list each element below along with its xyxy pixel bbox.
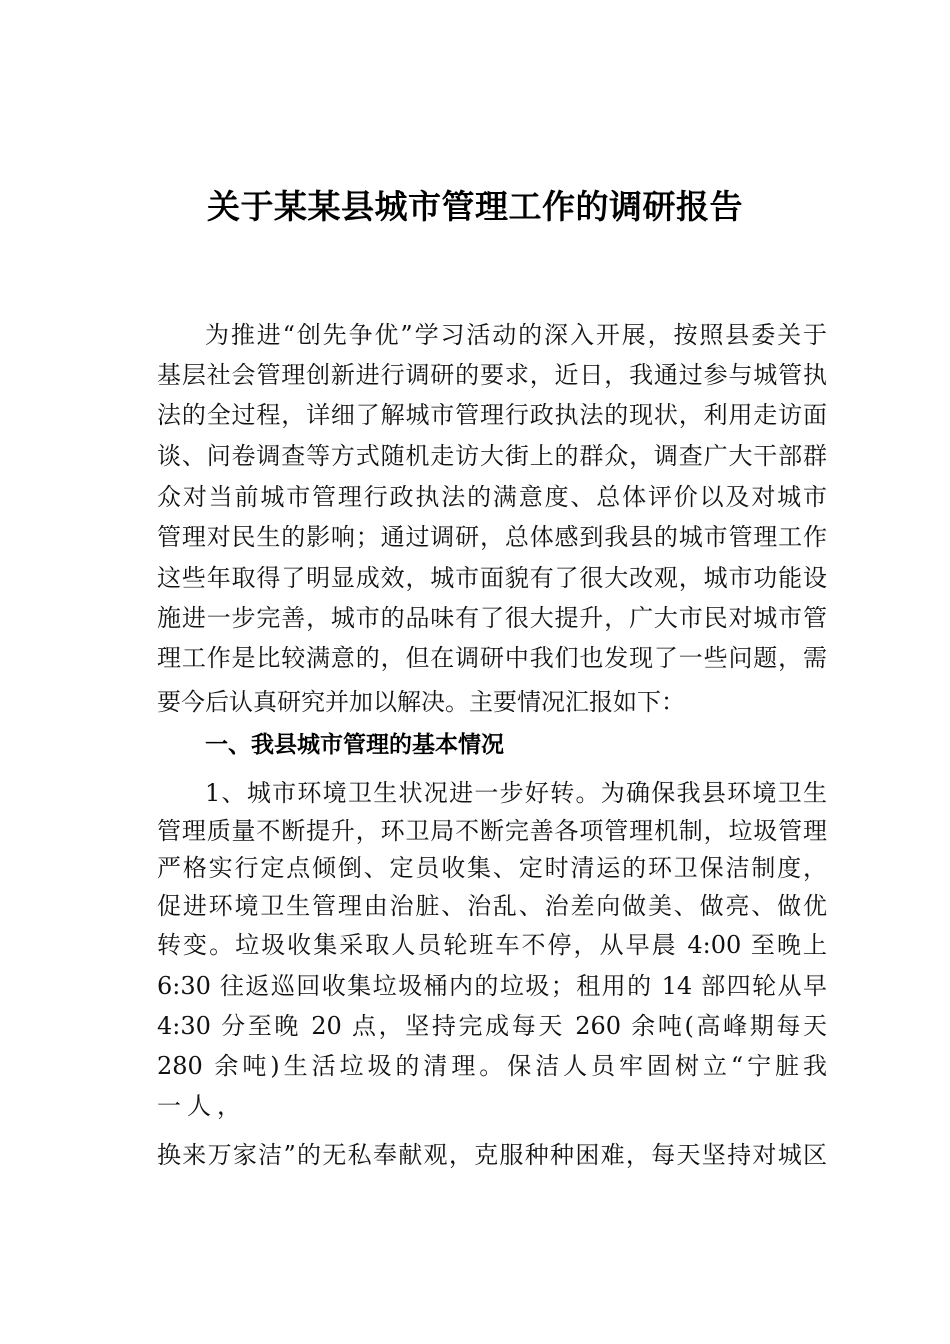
section-line: 转变。垃圾收集采取人员轮班车不停，从早晨 4:00 至晚上 [157, 931, 827, 959]
intro-line: 众对当前城市管理行政执法的满意度、总体评价以及对城市 [157, 483, 827, 511]
intro-line: 这些年取得了明显成效，城市面貌有了很大改观，城市功能设 [157, 564, 827, 592]
intro-line: 基层社会管理创新进行调研的要求，近日，我通过参与城管执 [157, 361, 827, 389]
intro-line: 谈、问卷调查等方式随机走访大街上的群众，调查广大干部群 [157, 442, 827, 470]
section-line: 6:30 往返巡回收集垃圾桶内的垃圾；租用的 14 部四轮从早 [157, 972, 827, 1000]
section-line: 严格实行定点倾倒、定员收集、定时清运的环卫保洁制度， [157, 854, 827, 882]
intro-line: 理工作是比较满意的，但在调研中我们也发现了一些问题，需 [157, 644, 827, 672]
section-line: 4:30 分至晚 20 点，坚持完成每天 260 余吨(高峰期每天 [157, 1012, 827, 1040]
intro-line: 施进一步完善，城市的品味有了很大提升，广大市民对城市管 [157, 604, 827, 632]
section-line: 管理质量不断提升，环卫局不断完善各项管理机制，垃圾管理 [157, 817, 827, 845]
document-title: 关于某某县城市管理工作的调研报告 [207, 187, 743, 226]
intro-line: 要今后认真研究并加以解决。主要情况汇报如下： [157, 688, 685, 716]
section-heading: 一、我县城市管理的基本情况 [205, 732, 504, 758]
section-line: 1、城市环境卫生状况进一步好转。为确保我县环境卫生 [205, 779, 827, 807]
intro-line: 为推进“创先争优”学习活动的深入开展，按照县委关于 [205, 321, 827, 349]
section-line: 一人， [157, 1092, 247, 1120]
intro-line: 管理对民生的影响；通过调研，总体感到我县的城市管理工作 [157, 523, 827, 551]
section-line: 促进环境卫生管理由治脏、治乱、治差向做美、做亮、做优 [157, 892, 827, 920]
section-line: 280 余吨)生活垃圾的清理。保洁人员牢固树立“宁脏我 [157, 1052, 827, 1080]
section-line: 换来万家洁”的无私奉献观，克服种种困难，每天坚持对城区 [157, 1141, 827, 1169]
intro-line: 法的全过程，详细了解城市管理行政执法的现状，利用走访面 [157, 401, 827, 429]
